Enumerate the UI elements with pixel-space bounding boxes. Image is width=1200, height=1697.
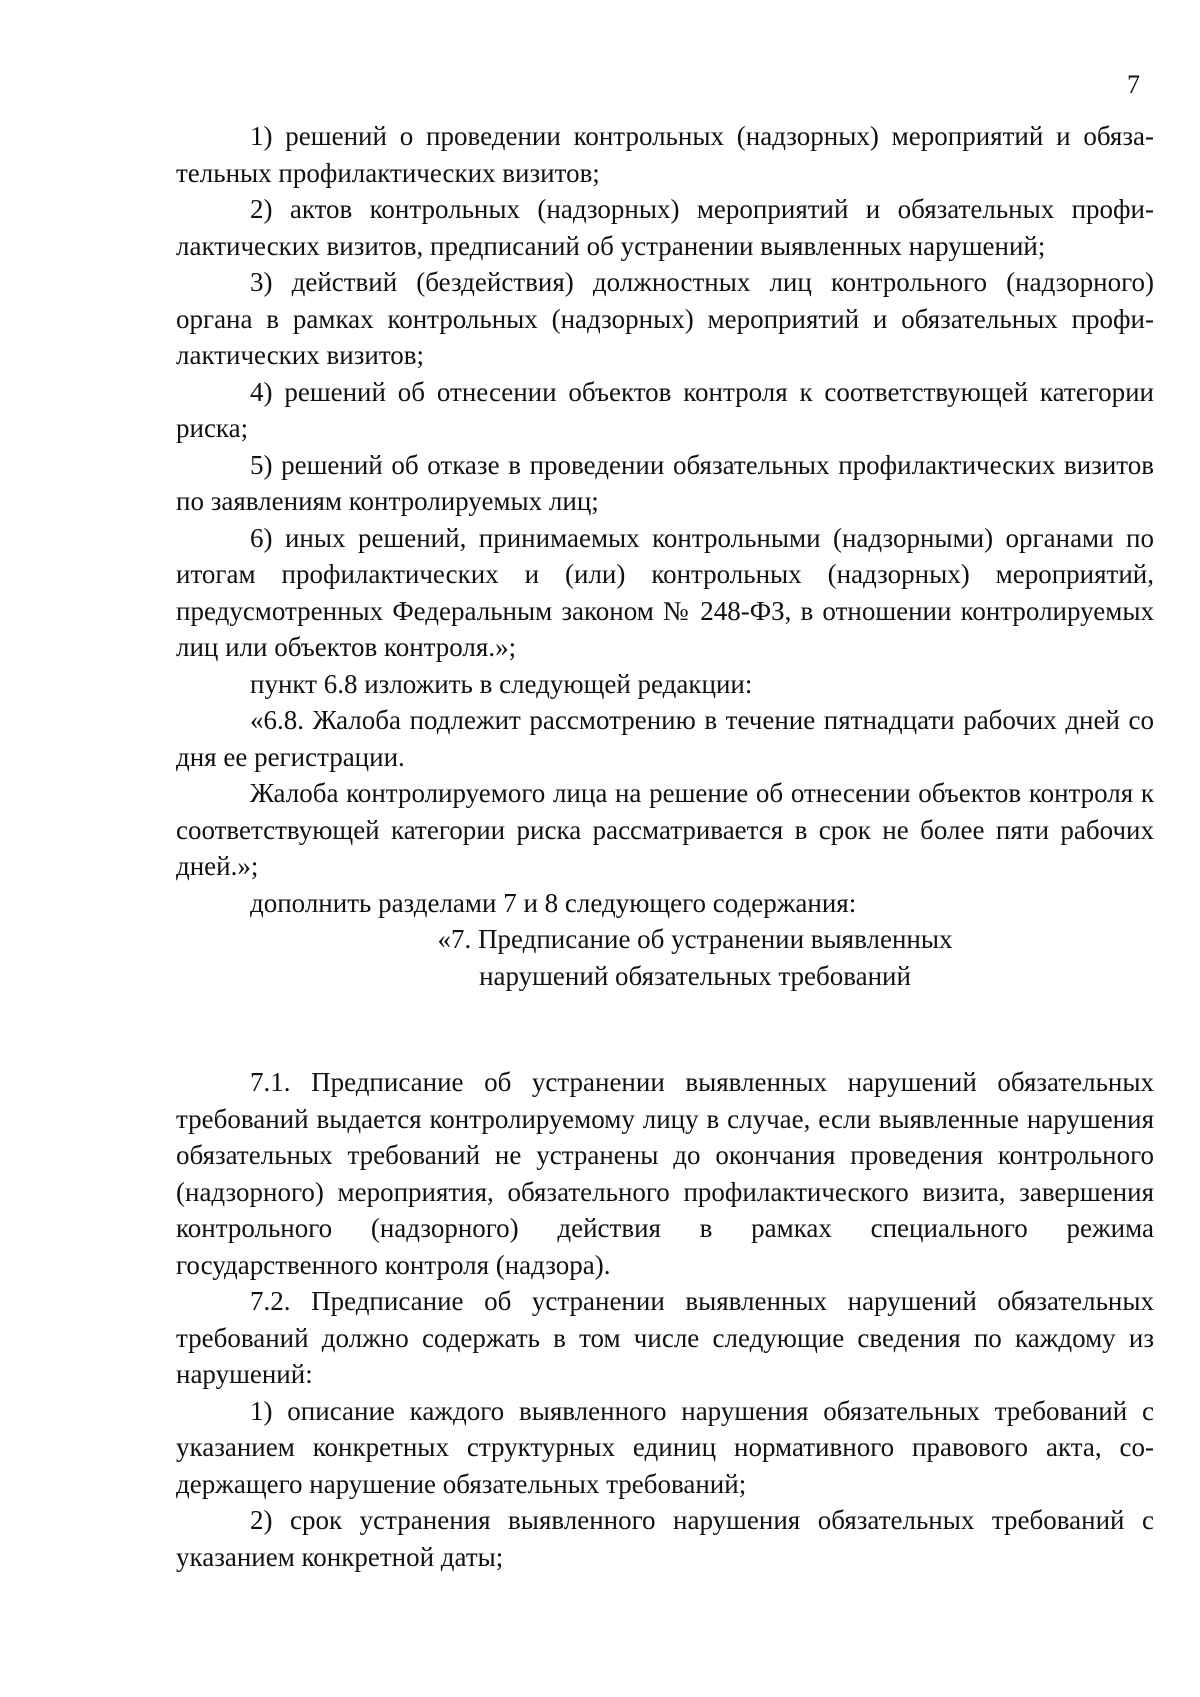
document-body bbox=[176, 118, 1154, 1575]
paragraph-point-6-8: «6.8. Жалоба подлежит рассмотрению в течение пятнадцати рабочих дней со дня ее регистрации. bbox=[176, 705, 1154, 772]
paragraph-item-4: 4) решений об отнесении объектов контроля к соответствующей категории риска; bbox=[176, 376, 1154, 443]
paragraph-item-1: 1) решений о проведении контрольных (надзорных) мероприятий и обязательных профилактических визитов; bbox=[176, 121, 1154, 188]
paragraph-complaint-term: Жалоба контролируемого лица на решение об отнесении объектов контроля к соответствующей категории риска рассматривается в срок не более пяти рабочих дней.»; bbox=[176, 778, 1154, 881]
paragraph-7-1: 7.1. Предписание об устранении выявленных нарушений обязательных требований выдается контролируемому лицу в случае, если выявленные нарушения обязательных требований не устранены до окончания проведения контрольного (надзорного) мероприятия, обязательного профилактического визита, завершения контрольного (надзорного) действия в рамках специального режима государственного контроля (надзора). bbox=[176, 1067, 1154, 1280]
section-heading-line-2: нарушений обязательных требований bbox=[479, 960, 911, 991]
paragraph-point-6-8-intro: пункт 6.8 изложить в следующей редакции: bbox=[250, 668, 753, 699]
paragraph-7-2-item-1: 1) описание каждого выявленного нарушения обязательных требований с указанием конкретных структурных единиц нормативного правового акта, содержащего нарушение обязательных требований; bbox=[176, 1395, 1154, 1499]
paragraph-item-6: 6) иных решений, принимаемых контрольными (надзорными) органами по итогам профилактических и (или) контрольных (надзорных) мероприятий, предусмотренных Федеральным законом № 248-ФЗ, в отношении контролируемых лиц или объектов контроля.»; bbox=[176, 522, 1154, 662]
paragraph-sections-intro: дополнить разделами 7 и 8 следующего содержания: bbox=[250, 887, 857, 918]
section-spacer bbox=[176, 994, 1154, 1064]
paragraph-7-2: 7.2. Предписание об устранении выявленных нарушений обязательных требований должно содержать в том числе следующие сведения по каждому из нарушений: bbox=[176, 1286, 1154, 1389]
section-heading-line-1: «7. Предписание об устранении выявленных bbox=[437, 924, 953, 954]
paragraph-7-2-item-2: 2) срок устранения выявленного нарушения обязательных требований с указанием конкретной даты; bbox=[176, 1505, 1154, 1572]
paragraph-item-3: 3) действий (бездействия) должностных лиц контрольного (надзорного) органа в рамках контрольных (надзорных) мероприятий и обязательных профилактических визитов; bbox=[176, 267, 1154, 370]
page-number: 7 bbox=[1127, 70, 1140, 99]
paragraph-item-2: 2) актов контрольных (надзорных) мероприятий и обязательных профилактических визитов, предписаний об устранении выявленных нарушений; bbox=[176, 194, 1154, 261]
paragraph-item-5: 5) решений об отказе в проведении обязательных профилактических визитов по заявлениям контролируемых лиц; bbox=[176, 449, 1154, 516]
